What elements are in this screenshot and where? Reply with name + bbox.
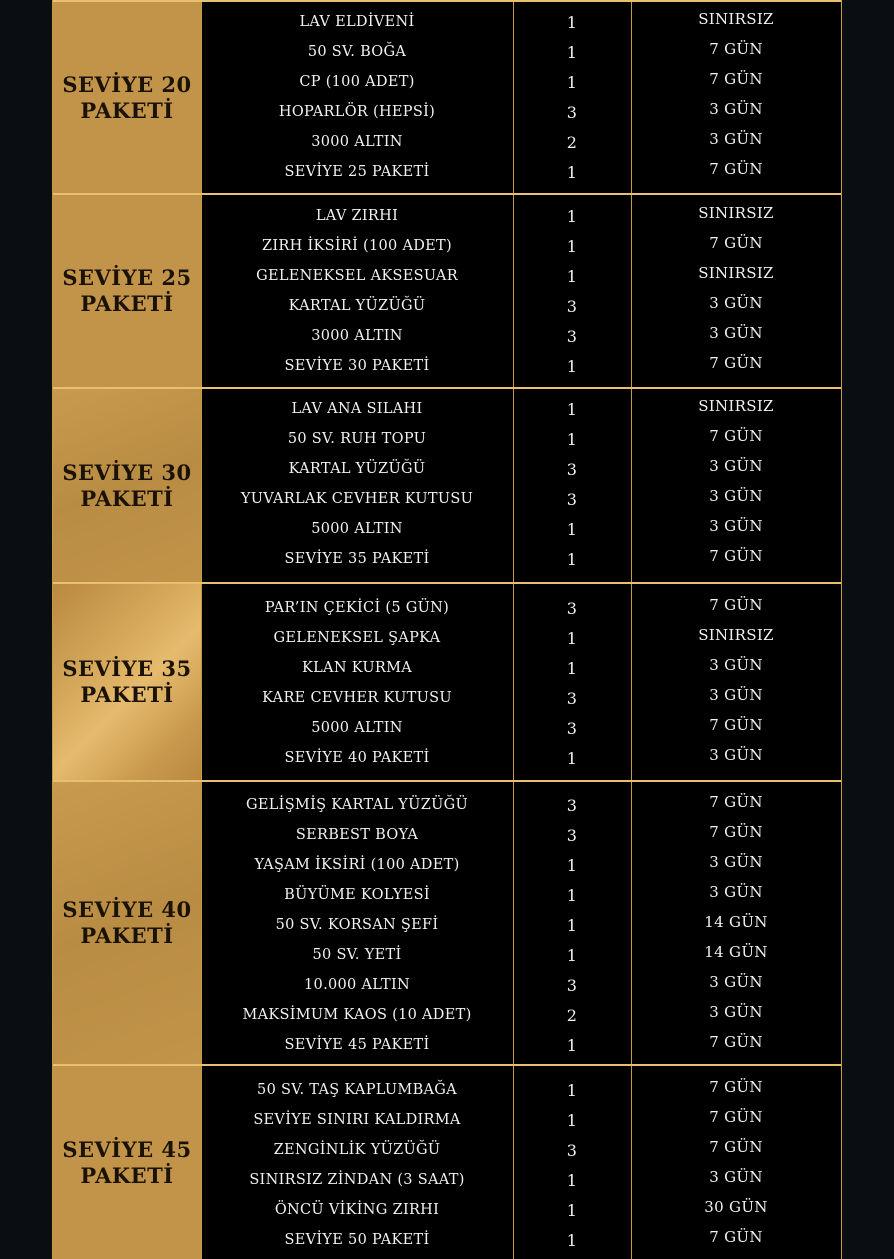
item-duration: SINIRSIZ <box>698 397 774 415</box>
item-quantity: 3 <box>566 975 578 995</box>
item-name: 50 SV. BOĞA <box>307 44 407 60</box>
package-group <box>53 387 841 582</box>
item-quantity: 1 <box>566 1080 578 1100</box>
item-duration: SINIRSIZ <box>698 626 774 644</box>
item-duration: 3 GÜN <box>709 1003 763 1021</box>
table-row <box>201 321 841 351</box>
item-name: 50 SV. RUH TOPU <box>287 431 427 447</box>
item-duration: 14 GÜN <box>704 913 768 931</box>
item-quantity: 3 <box>566 326 578 346</box>
item-name: LAV ANA SILAHI <box>291 401 423 417</box>
reward-table <box>52 0 842 1259</box>
table-row <box>201 1165 841 1195</box>
item-quantity: 1 <box>566 658 578 678</box>
table-row <box>201 1105 841 1135</box>
table-row <box>201 7 841 37</box>
item-name: SEVİYE 50 PAKETİ <box>284 1232 430 1248</box>
item-duration: 3 GÜN <box>709 656 763 674</box>
item-quantity: 3 <box>566 718 578 738</box>
item-duration: 7 GÜN <box>709 354 763 372</box>
package-label-level: SEVİYE 45 <box>62 1136 192 1162</box>
item-quantity: 1 <box>566 915 578 935</box>
item-quantity: 1 <box>566 945 578 965</box>
table-row <box>201 970 841 1000</box>
table-row <box>201 1225 841 1255</box>
item-quantity: 3 <box>566 1140 578 1160</box>
table-row <box>201 484 841 514</box>
item-name: 10.000 ALTIN <box>304 977 410 993</box>
package-label <box>53 1066 201 1259</box>
item-duration: 3 GÜN <box>709 100 763 118</box>
table-row <box>201 1075 841 1105</box>
item-name: SEVİYE 45 PAKETİ <box>284 1037 430 1053</box>
table-row <box>201 623 841 653</box>
table-row <box>201 351 841 381</box>
table-row <box>201 514 841 544</box>
item-quantity: 3 <box>566 825 578 845</box>
package-label-level: SEVİYE 35 <box>62 656 192 681</box>
item-duration: 3 GÜN <box>709 1168 763 1186</box>
table-row <box>201 454 841 484</box>
item-name: LAV ZIRHI <box>315 208 399 224</box>
table-row <box>201 820 841 850</box>
package-group <box>53 193 841 387</box>
item-name: 3000 ALTIN <box>311 134 403 150</box>
table-row <box>201 424 841 454</box>
item-quantity: 1 <box>566 549 578 569</box>
table-row <box>201 291 841 321</box>
item-duration: 3 GÜN <box>709 686 763 704</box>
table-row <box>201 713 841 743</box>
item-name: CP (100 ADET) <box>299 74 415 90</box>
item-duration: 14 GÜN <box>704 943 768 961</box>
package-label-level: SEVİYE 30 <box>62 459 192 485</box>
item-name: ZENGİNLİK YÜZÜĞÜ <box>273 1142 441 1158</box>
item-name: 5000 ALTIN <box>311 521 403 537</box>
item-duration: 30 GÜN <box>704 1198 768 1216</box>
item-duration: 7 GÜN <box>709 793 763 811</box>
item-duration: 7 GÜN <box>709 1033 763 1051</box>
table-row <box>201 67 841 97</box>
item-quantity: 1 <box>566 266 578 286</box>
package-group <box>53 780 841 1064</box>
item-name: 50 SV. TAŞ KAPLUMBAĞA <box>257 1082 457 1098</box>
package-label <box>53 389 201 582</box>
item-quantity: 1 <box>566 12 578 32</box>
package-label <box>53 2 201 193</box>
item-name: ÖNCÜ VİKİNG ZIRHI <box>274 1202 440 1218</box>
item-name: SEVİYE SINIRI KALDIRMA <box>253 1112 461 1128</box>
item-duration: 3 GÜN <box>709 457 763 475</box>
item-name: GELENEKSEL ŞAPKA <box>273 630 441 646</box>
item-duration: 3 GÜN <box>709 973 763 991</box>
item-name: SEVİYE 40 PAKETİ <box>284 750 430 766</box>
item-name: PAR’IN ÇEKİCİ (5 GÜN) <box>264 600 450 616</box>
item-quantity: 1 <box>566 1200 578 1220</box>
package-label-level: SEVİYE 40 <box>62 897 192 922</box>
table-row <box>201 127 841 157</box>
item-name: SINIRSIZ ZİNDAN (3 SAAT) <box>249 1172 465 1188</box>
item-duration: 7 GÜN <box>709 160 763 178</box>
table-row <box>201 653 841 683</box>
table-row <box>201 1135 841 1165</box>
package-label <box>53 195 201 387</box>
table-row <box>201 880 841 910</box>
item-name: SEVİYE 35 PAKETİ <box>284 551 430 567</box>
item-duration: 3 GÜN <box>709 130 763 148</box>
item-name: GELİŞMİŞ KARTAL YÜZÜĞÜ <box>245 797 469 813</box>
item-quantity: 2 <box>566 1005 578 1025</box>
item-name: KLAN KURMA <box>301 660 412 676</box>
package-label-word: PAKETİ <box>80 485 174 511</box>
item-quantity: 1 <box>566 1110 578 1130</box>
item-name: KARTAL YÜZÜĞÜ <box>288 461 426 477</box>
item-quantity: 1 <box>566 72 578 92</box>
item-duration: SINIRSIZ <box>698 264 774 282</box>
item-duration: 3 GÜN <box>709 883 763 901</box>
package-label-word: PAKETİ <box>80 923 174 948</box>
table-row <box>201 1030 841 1060</box>
item-quantity: 1 <box>566 236 578 256</box>
item-quantity: 3 <box>566 296 578 316</box>
package-label-word: PAKETİ <box>80 97 174 123</box>
item-duration: 7 GÜN <box>709 596 763 614</box>
table-row <box>201 1195 841 1225</box>
item-duration: 7 GÜN <box>709 1108 763 1126</box>
item-quantity: 3 <box>566 598 578 618</box>
item-name: GELENEKSEL AKSESUAR <box>256 268 458 284</box>
item-name: KARE CEVHER KUTUSU <box>262 690 452 706</box>
item-name: 5000 ALTIN <box>311 720 403 736</box>
item-duration: 3 GÜN <box>709 746 763 764</box>
package-label-word: PAKETİ <box>80 682 174 707</box>
item-name: 3000 ALTIN <box>311 328 403 344</box>
item-duration: 7 GÜN <box>709 40 763 58</box>
table-row <box>201 940 841 970</box>
package-group <box>53 0 841 193</box>
item-name: YUVARLAK CEVHER KUTUSU <box>240 491 474 507</box>
item-duration: SINIRSIZ <box>698 10 774 28</box>
table-row <box>201 394 841 424</box>
item-duration: 7 GÜN <box>709 70 763 88</box>
item-quantity: 1 <box>566 885 578 905</box>
table-row <box>201 261 841 291</box>
table-row <box>201 850 841 880</box>
item-quantity: 3 <box>566 489 578 509</box>
table-row <box>201 157 841 187</box>
table-row <box>201 790 841 820</box>
table-row <box>201 231 841 261</box>
item-quantity: 3 <box>566 688 578 708</box>
table-row <box>201 910 841 940</box>
item-quantity: 1 <box>566 855 578 875</box>
item-quantity: 2 <box>566 132 578 152</box>
item-duration: 3 GÜN <box>709 324 763 342</box>
package-label-word: PAKETİ <box>80 291 174 316</box>
table-row <box>201 37 841 67</box>
item-quantity: 1 <box>566 356 578 376</box>
item-quantity: 1 <box>566 429 578 449</box>
item-duration: SINIRSIZ <box>698 204 774 222</box>
item-duration: 3 GÜN <box>709 853 763 871</box>
package-label <box>53 782 201 1064</box>
item-duration: 7 GÜN <box>709 823 763 841</box>
item-name: LAV ELDİVENİ <box>299 14 415 30</box>
table-row <box>201 544 841 574</box>
package-label-level: SEVİYE 25 <box>62 265 192 290</box>
item-quantity: 1 <box>566 206 578 226</box>
item-name: KARTAL YÜZÜĞÜ <box>288 298 426 314</box>
item-name: HOPARLÖR (HEPSİ) <box>278 104 436 120</box>
item-name: SERBEST BOYA <box>295 827 419 843</box>
item-quantity: 1 <box>566 42 578 62</box>
item-duration: 3 GÜN <box>709 294 763 312</box>
table-row <box>201 1000 841 1030</box>
item-quantity: 1 <box>566 1230 578 1250</box>
item-duration: 3 GÜN <box>709 517 763 535</box>
item-quantity: 1 <box>566 399 578 419</box>
item-duration: 7 GÜN <box>709 234 763 252</box>
item-quantity: 1 <box>566 1035 578 1055</box>
table-row <box>201 201 841 231</box>
item-duration: 7 GÜN <box>709 547 763 565</box>
table-row <box>201 97 841 127</box>
item-name: 50 SV. KORSAN ŞEFİ <box>275 917 439 933</box>
item-quantity: 1 <box>566 519 578 539</box>
package-label-word: PAKETİ <box>80 1162 174 1188</box>
package-group <box>53 1064 841 1259</box>
item-name: 50 SV. YETİ <box>312 947 402 963</box>
item-duration: 3 GÜN <box>709 487 763 505</box>
item-quantity: 1 <box>566 628 578 648</box>
package-label-level: SEVİYE 20 <box>62 71 192 97</box>
item-name: ZIRH İKSİRİ (100 ADET) <box>261 238 452 254</box>
item-name: MAKSİMUM KAOS (10 ADET) <box>242 1007 472 1023</box>
item-name: SEVİYE 25 PAKETİ <box>284 164 430 180</box>
table-row <box>201 593 841 623</box>
item-duration: 7 GÜN <box>709 1138 763 1156</box>
item-duration: 7 GÜN <box>709 716 763 734</box>
item-quantity: 1 <box>566 1170 578 1190</box>
item-duration: 7 GÜN <box>709 427 763 445</box>
item-name: BÜYÜME KOLYESİ <box>284 887 430 903</box>
package-group <box>53 582 841 780</box>
table-row <box>201 743 841 773</box>
item-quantity: 3 <box>566 795 578 815</box>
item-quantity: 1 <box>566 748 578 768</box>
item-name: YAŞAM İKSİRİ (100 ADET) <box>254 857 460 873</box>
table-row <box>201 683 841 713</box>
item-duration: 7 GÜN <box>709 1078 763 1096</box>
item-name: SEVİYE 30 PAKETİ <box>284 358 430 374</box>
item-quantity: 3 <box>566 102 578 122</box>
item-quantity: 3 <box>566 459 578 479</box>
package-label <box>53 584 201 780</box>
item-duration: 7 GÜN <box>709 1228 763 1246</box>
item-quantity: 1 <box>566 162 578 182</box>
